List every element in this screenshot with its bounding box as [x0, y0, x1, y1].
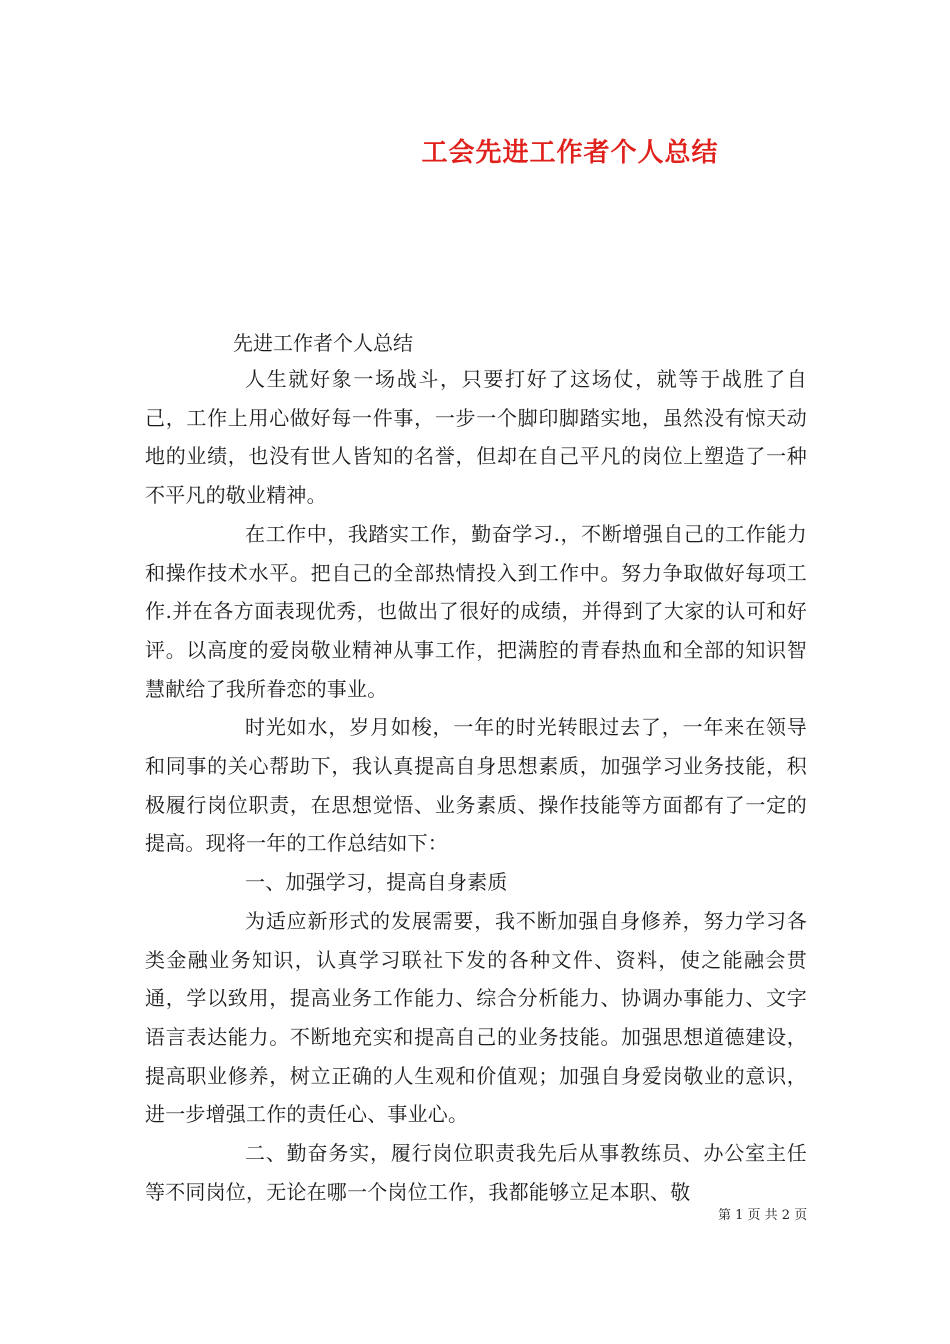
document-title: 工会先进工作者个人总结: [421, 138, 719, 168]
document-subtitle: 先进工作者个人总结: [233, 331, 413, 355]
paragraph: 为适应新形式的发展需要，我不断加强自身修养，努力学习各类金融业务知识，认真学习联社下发的各种文件、资料，使之能融会贯通，学以致用，提高业务工作能力、综合分析能力、协调办事能力、文字语言表达能力。不断地充实和提高自己的业务技能。加强思想道德建设，提高职业修养，树立正确的人生观和价值观；加强自身爱岗敬业的意识，进一步增强工作的责任心、事业心。: [145, 908, 807, 1127]
paragraph: 二、勤奋务实，履行岗位职责我先后从事教练员、办公室主任等不同岗位，无论在哪一个岗位工作，我都能够立足本职、敬: [145, 1141, 807, 1204]
paragraph: 时光如水，岁月如梭，一年的时光转眼过去了，一年来在领导和同事的关心帮助下，我认真提高自身思想素质，加强学习业务技能，积极履行岗位职责，在思想觉悟、业务素质、操作技能等方面都有了一定的提高。现将一年的工作总结如下：: [145, 715, 807, 856]
section-heading: 一、加强学习，提高自身素质: [245, 870, 508, 895]
paragraph: 人生就好象一场战斗，只要打好了这场仗，就等于战胜了自己，工作上用心做好每一件事，一步一个脚印脚踏实地，虽然没有惊天动地的业绩，也没有世人皆知的名誉，但却在自己平凡的岗位上塑造了一种不平凡的敬业精神。: [145, 367, 807, 508]
page-number-footer: 第 1 页 共 2 页: [718, 1208, 808, 1223]
document-body: [145, 360, 807, 1211]
paragraph: 在工作中，我踏实工作，勤奋学习.，不断增强自己的工作能力和操作技术水平。把自己的全部热情投入到工作中。努力争取做好每项工作.并在各方面表现优秀，也做出了很好的成绩，并得到了大家的认可和好评。以高度的爱岗敬业精神从事工作，把满腔的青春热血和全部的知识智慧献给了我所眷恋的事业。: [145, 521, 807, 701]
